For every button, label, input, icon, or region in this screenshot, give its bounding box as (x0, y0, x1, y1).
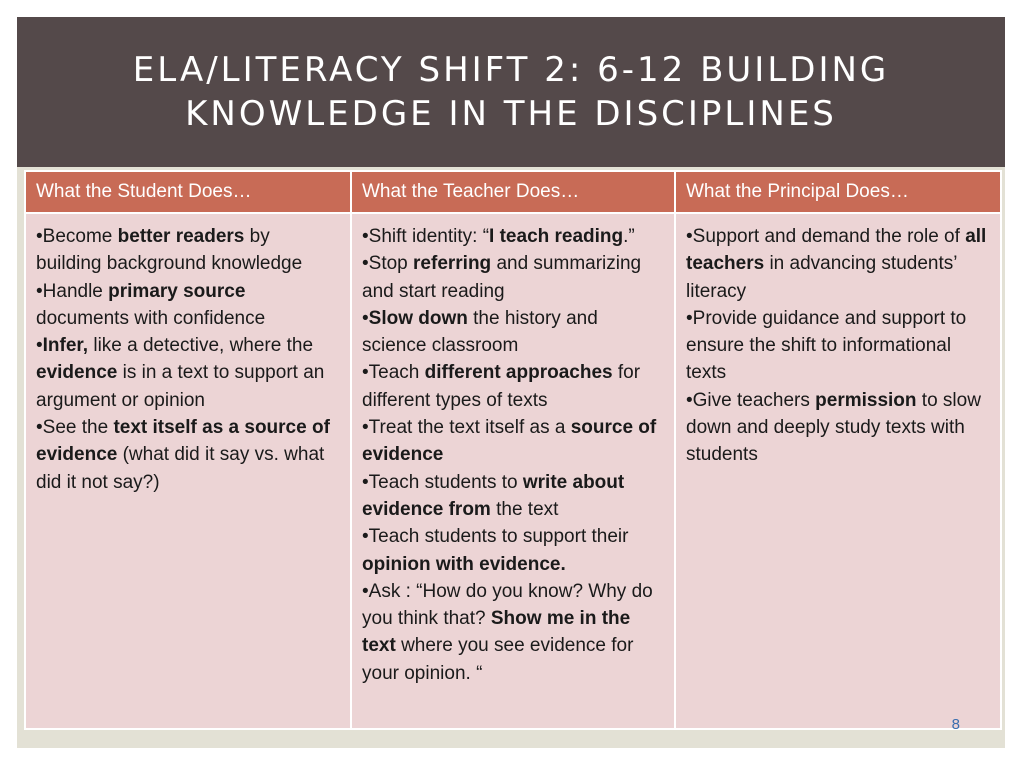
principal-bullet: •Provide guidance and support to ensure the shift to informational texts (686, 307, 967, 384)
teacher-cell (351, 213, 675, 729)
principal-bullet: •Give teachers permission to slow down and deeply study texts with students (686, 389, 981, 466)
table-body-row (25, 213, 1001, 729)
student-cell (25, 213, 351, 729)
student-bullet: •See the text itself as a source of evidence (what did it say vs. what did it not say?) (36, 417, 330, 493)
teacher-bullet: •Treat the text itself as a source of evidence (362, 417, 657, 466)
teacher-bullet: •Teach students to write about evidence from the text (362, 471, 625, 520)
comparison-table (24, 170, 1002, 730)
principal-bullet: •Support and demand the role of all teachers in advancing students’ literacy (686, 226, 987, 302)
table-header-row (25, 171, 1001, 213)
header-principal: What the Principal Does… (675, 171, 1001, 213)
slide-title-line-1: ELA/LITERACY SHIFT 2: 6-12 BUILDING (132, 50, 890, 90)
page-number: 8 (951, 716, 960, 733)
student-bullet: •Infer, like a detective, where the evidence is in a text to support an argument or opinion (36, 335, 325, 411)
teacher-bullet: •Teach students to support their opinion with evidence. (362, 526, 629, 575)
title-bar (17, 17, 1005, 167)
principal-cell (675, 213, 1001, 729)
slide-title-line-2: KNOWLEDGE IN THE DISCIPLINES (185, 94, 837, 134)
teacher-bullet: •Slow down the history and science classroom (362, 307, 598, 357)
header-teacher: What the Teacher Does… (351, 171, 675, 213)
teacher-bullet: •Shift identity: “I teach reading.” (362, 226, 635, 247)
teacher-bullet: •Stop referring and summarizing and start reading (362, 253, 642, 302)
teacher-bullet: •Teach different approaches for different types of texts (362, 362, 641, 411)
header-student: What the Student Does… (25, 171, 351, 213)
student-bullet: •Become better readers by building background knowledge (36, 226, 303, 275)
teacher-bullet: •Ask : “How do you know? Why do you think that? Show me in the text where you see evidence for your opinion. “ (362, 580, 653, 684)
student-bullet: •Handle primary source documents with confidence (36, 280, 266, 329)
comparison-table-wrapper (24, 170, 1000, 730)
